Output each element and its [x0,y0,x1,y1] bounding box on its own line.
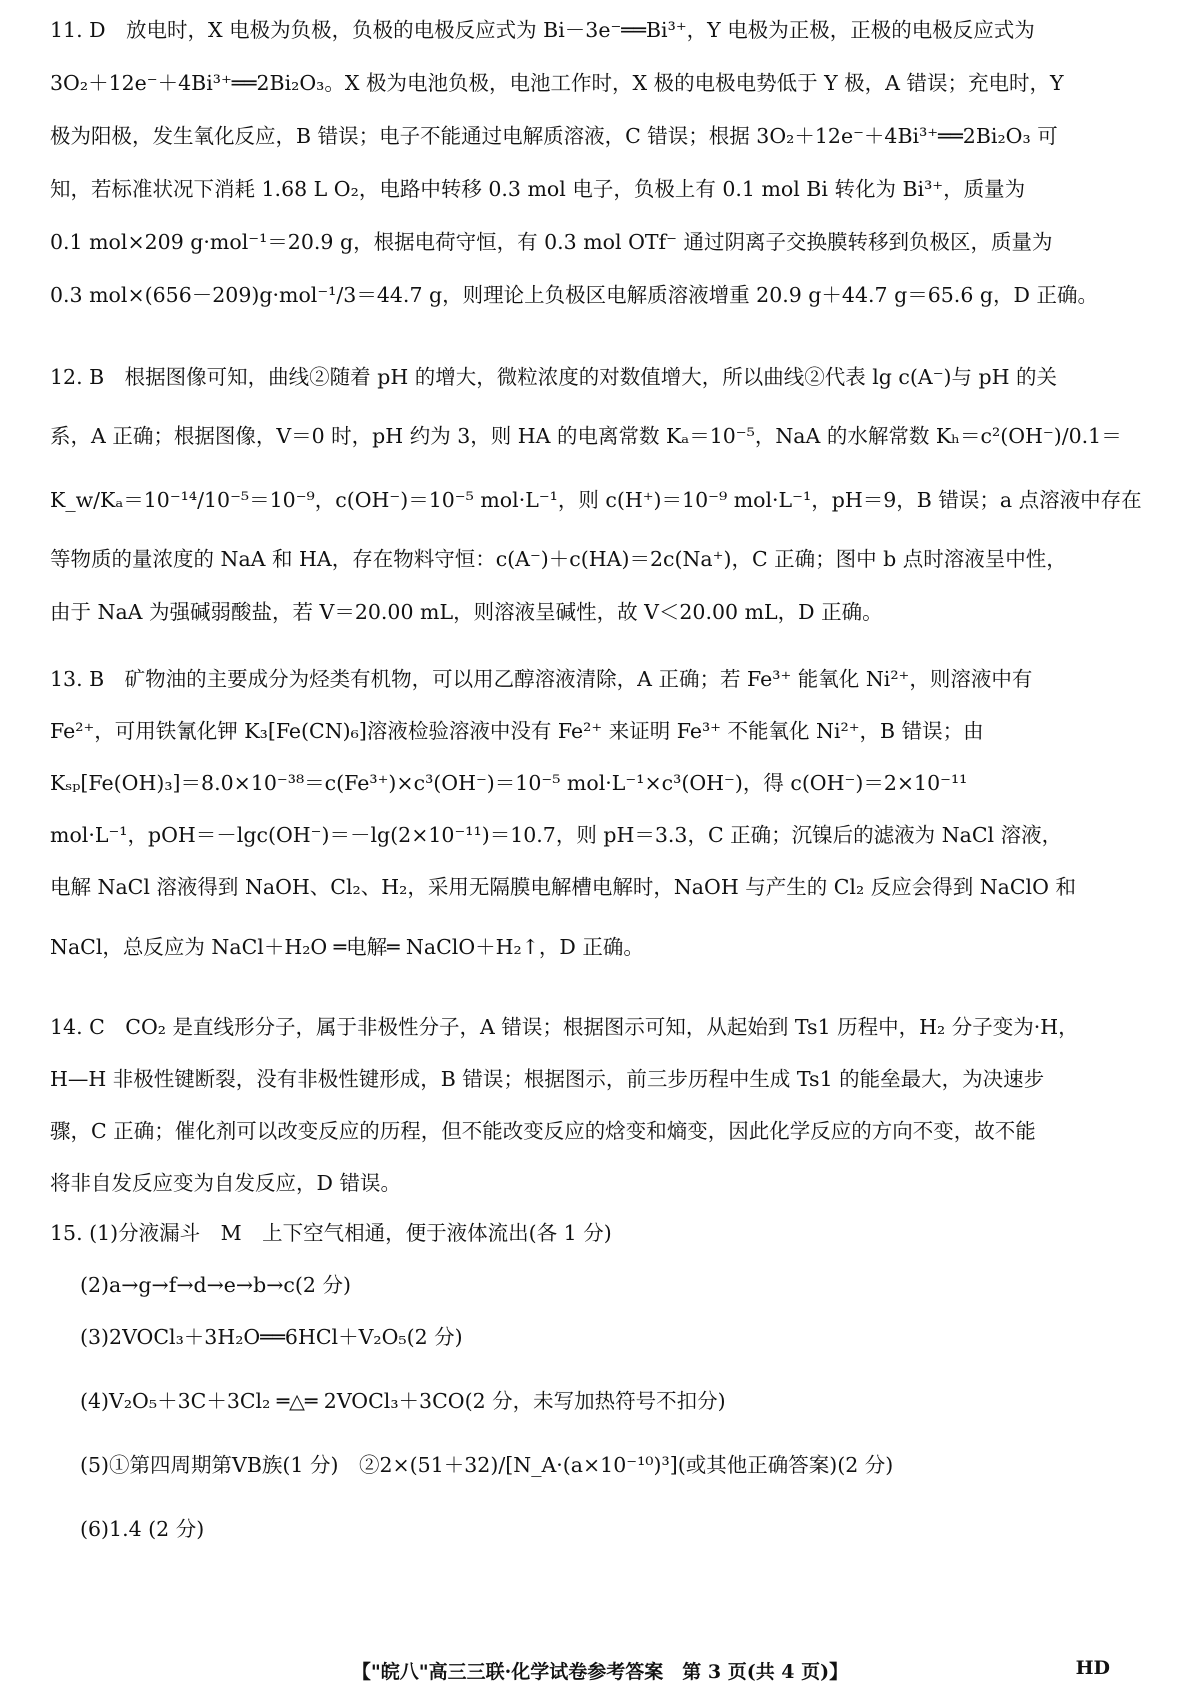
footer-code: HD [1075,1657,1110,1679]
q14-line-3: 骤，C 正确；催化剂可以改变反应的历程，但不能改变反应的焓变和熵变，因此化学反应的方向不变，故不能 [50,1119,1036,1143]
q14-line-4: 将非自发反应变为自发反应，D 错误。 [50,1171,401,1195]
q15-item-6: (6)1.4 (2 分) [80,1517,205,1541]
answer-q12 [50,362,1162,627]
q14-line-2: H—H 非极性键断裂，没有非极性键形成，B 错误；根据图示，前三步历程中生成 Ts1 的能垒最大，为决速步 [50,1067,1045,1091]
q11-line-4: 知，若标准状况下消耗 1.68 L O₂，电路中转移 0.3 mol 电子，负极上有 0.1 mol Bi 转化为 Bi³⁺，质量为 [50,177,1026,201]
q13-line-6: NaCl，总反应为 NaCl＋H₂O ═电解═ NaClO＋H₂↑，D 正确。 [50,935,644,959]
answer-q11 [50,15,1162,310]
q13-line-1: 13. B 矿物油的主要成分为烃类有机物，可以用乙醇溶液清除，A 正确；若 Fe³⁺ 能氧化 Ni²⁺，则溶液中有 [50,667,1033,691]
q12-line-4: 等物质的量浓度的 NaA 和 HA，存在物料守恒：c(A⁻)＋c(HA)＝2c(Na⁺)，C 正确；图中 b 点时溶液呈中性， [50,547,1067,571]
footer-title: 【"皖八"高三三联·化学试卷参考答案 第 3 页(共 4 页)】 [351,1661,849,1683]
page-footer [0,1657,1200,1687]
q11-line-2: 3O₂＋12e⁻＋4Bi³⁺══2Bi₂O₃。X 极为电池负极，电池工作时，X 极的电极电势低于 Y 极，A 错误；充电时，Y [50,71,1064,95]
q11-line-3: 极为阳极，发生氧化反应，B 错误；电子不能通过电解质溶液，C 错误；根据 3O₂＋12e⁻＋4Bi³⁺══2Bi₂O₃ 可 [50,124,1058,148]
q15-item-4: (4)V₂O₅＋3C＋3Cl₂ ═△═ 2VOCl₃＋3CO(2 分，未写加热符号不扣分) [80,1389,726,1413]
answer-q15 [50,1218,1162,1544]
q13-line-4: mol·L⁻¹，pOH＝－lgc(OH⁻)＝－lg(2×10⁻¹¹)＝10.7，则 pH＝3.3，C 正确；沉镍后的滤液为 NaCl 溶液， [50,823,1063,847]
answer-q13 [50,664,1162,962]
q12-line-5: 由于 NaA 为强碱弱酸盐，若 V＝20.00 mL，则溶液呈碱性，故 V＜20.00 mL，D 正确。 [50,600,883,624]
q15-item-3: (3)2VOCl₃＋3H₂O══6HCl＋V₂O₅(2 分) [80,1325,463,1349]
q15-head: 15. (1)分液漏斗 M 上下空气相通，便于液体流出(各 1 分) [50,1221,612,1245]
q15-item-5: (5)①第四周期第ⅤB族(1 分) ②2×(51＋32)/[N_A·(a×10⁻¹⁰)³](或其他正确答案)(2 分) [80,1453,894,1477]
q12-line-3: K_w/Kₐ＝10⁻¹⁴/10⁻⁵＝10⁻⁹，c(OH⁻)＝10⁻⁵ mol·L⁻¹，则 c(H⁺)＝10⁻⁹ mol·L⁻¹，pH＝9，B 错误；a 点溶液中存在 [50,488,1142,512]
q13-line-3: Kₛₚ[Fe(OH)₃]＝8.0×10⁻³⁸＝c(Fe³⁺)×c³(OH⁻)＝10⁻⁵ mol·L⁻¹×c³(OH⁻)，得 c(OH⁻)＝2×10⁻¹¹ [50,771,968,795]
q11-line-6: 0.3 mol×(656－209)g·mol⁻¹/3＝44.7 g，则理论上负极区电解质溶液增重 20.9 g＋44.7 g＝65.6 g，D 正确。 [50,283,1098,307]
q13-line-2: Fe²⁺，可用铁氰化钾 K₃[Fe(CN)₆]溶液检验溶液中没有 Fe²⁺ 来证明 Fe³⁺ 不能氧化 Ni²⁺，B 错误；由 [50,719,984,743]
answer-q14 [50,1012,1162,1198]
q12-line-2: 系，A 正确；根据图像，V＝0 时，pH 约为 3，则 HA 的电离常数 Kₐ＝10⁻⁵，NaA 的水解常数 Kₕ＝c²(OH⁻)/0.1＝ [50,424,1122,448]
q11-line-1: 11. D 放电时，X 电极为负极，负极的电极反应式为 Bi－3e⁻══Bi³⁺，Y 电极为正极，正极的电极反应式为 [50,18,1035,42]
q12-line-1: 12. B 根据图像可知，曲线②随着 pH 的增大，微粒浓度的对数值增大，所以曲线②代表 lg c(A⁻)与 pH 的关 [50,365,1058,389]
q14-line-1: 14. C CO₂ 是直线形分子，属于非极性分子，A 错误；根据图示可知，从起始到 Ts1 历程中，H₂ 分子变为·H， [50,1015,1079,1039]
q13-line-5: 电解 NaCl 溶液得到 NaOH、Cl₂、H₂，采用无隔膜电解槽电解时，NaOH 与产生的 Cl₂ 反应会得到 NaClO 和 [50,875,1076,899]
q15-item-2: (2)a→g→f→d→e→b→c(2 分) [80,1273,351,1297]
q11-line-5: 0.1 mol×209 g·mol⁻¹＝20.9 g，根据电荷守恒，有 0.3 mol OTf⁻ 通过阴离子交换膜转移到负极区，质量为 [50,230,1053,254]
